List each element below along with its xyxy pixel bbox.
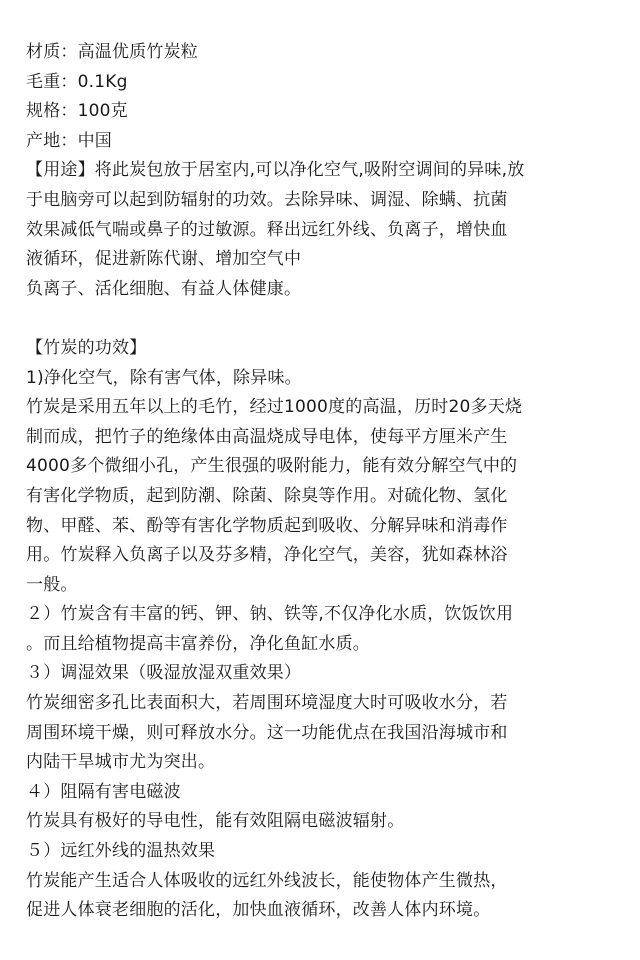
effect-line: 竹炭是采用五年以上的毛竹，经过1000度的高温，历时20多天烧 — [26, 397, 523, 418]
effect-line: 有害化学物质，起到防潮、除菌、除臭等作用。对硫化物、氢化 — [26, 485, 508, 506]
effect-item-4 — [26, 778, 616, 837]
effect-line: 4000多个微细小孔，产生很强的吸附能力，能有效分解空气中的 — [26, 456, 518, 477]
spec-weight: 毛重：0.1Kg — [26, 71, 128, 92]
effect-line: 周围环境干燥，则可释放水分。这一功能优点在我国沿海城市和 — [26, 722, 508, 743]
section-spacer — [26, 304, 616, 334]
effect-title: 1)净化空气，除有害气体，除异味。 — [26, 367, 302, 388]
effect-line: ２）竹炭含有丰富的钙、钾、钠、铁等,不仅净化水质，饮饭饮用 — [26, 604, 514, 625]
effect-line: 竹炭具有极好的导电性，能有效阻隔电磁波辐射。 — [26, 811, 405, 832]
effect-line: 内陆干旱城市尤为突出。 — [26, 752, 216, 773]
spec-origin: 产地：中国 — [26, 130, 112, 151]
effect-item-2 — [26, 600, 616, 659]
usage-line: 【用途】将此炭包放于居室内,可以净化空气,吸附空调间的异味,放 — [26, 160, 525, 181]
usage-line: 于电脑旁可以起到防辐射的功效。去除异味、调湿、除螨、抗菌 — [26, 189, 508, 210]
effect-item-3 — [26, 659, 616, 777]
spec-material: 材质：高温优质竹炭粒 — [26, 42, 198, 62]
product-description — [26, 38, 616, 926]
effect-line: 竹炭细密多孔比表面积大，若周围环境湿度大时可吸收水分，若 — [26, 693, 508, 714]
usage-section — [26, 156, 616, 304]
effects-section — [26, 334, 616, 926]
effect-title: ４）阻隔有害电磁波 — [26, 781, 181, 802]
usage-line: 负离子、活化细胞、有益人体健康。 — [26, 278, 302, 299]
effect-item-1 — [26, 364, 616, 601]
effect-line: 物、甲醛、苯、酚等有害化学物质起到吸收、分解异味和消毒作 — [26, 515, 508, 536]
effect-title: ５）远红外线的温热效果 — [26, 841, 216, 862]
effect-line: 制而成，把竹子的绝缘体由高温烧成导电体，使每平方厘米产生 — [26, 426, 508, 447]
effects-heading: 【竹炭的功效】 — [26, 337, 147, 358]
usage-line: 液循环，促进新陈代谢、增加空气中 — [26, 249, 302, 270]
effect-line: 竹炭能产生适合人体吸收的远红外线波长，能使物体产生微热， — [26, 870, 508, 891]
usage-line: 效果减低气喘或鼻子的过敏源。释出远红外线、负离子，增快血 — [26, 219, 508, 240]
effect-line: 。而且给植物提高丰富养份，净化鱼缸水质。 — [26, 633, 370, 654]
effect-line: 一般。 — [26, 574, 78, 595]
spec-size: 规格：100克 — [26, 101, 128, 122]
effect-line: 促进人体衰老细胞的活化，加快血液循环，改善人体内环境。 — [26, 900, 491, 921]
effect-item-5 — [26, 837, 616, 926]
effect-title: ３）调湿效果（吸湿放湿双重效果） — [26, 663, 302, 684]
effect-line: 用。竹炭释入负离子以及芬多精，净化空气，美容，犹如森林浴 — [26, 545, 508, 566]
